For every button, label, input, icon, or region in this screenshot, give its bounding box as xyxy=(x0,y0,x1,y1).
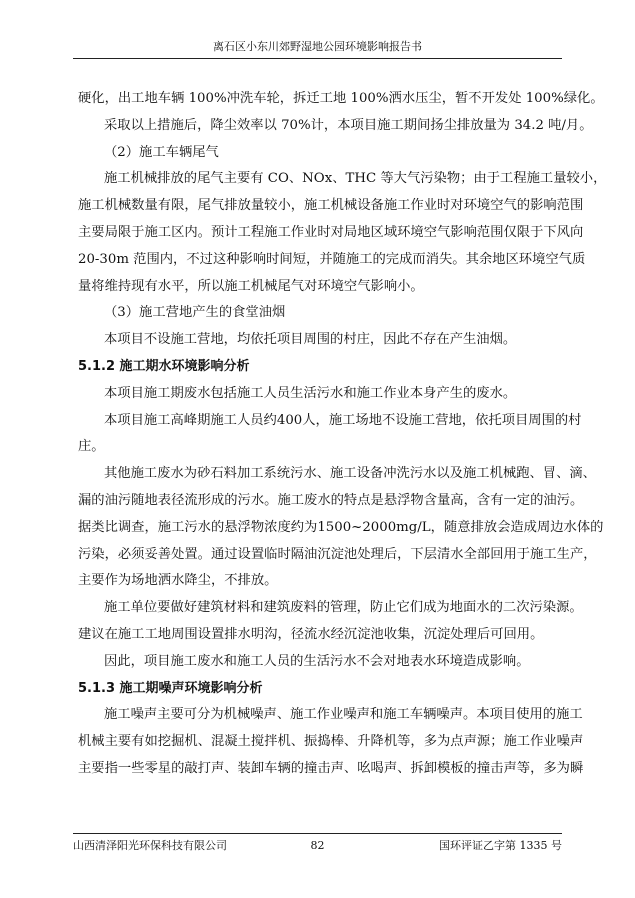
header-title: 离石区小东川郊野湿地公园环境影响报告书 xyxy=(213,40,422,53)
body-line: 漏的油污随地表径流形成的污水。施工废水的特点是悬浮物含量高，含有一定的油污。 xyxy=(78,492,584,508)
body-line: 庄。 xyxy=(78,439,105,455)
body-line: 机械主要有如挖掘机、混凝土搅拌机、振捣棒、升降机等，多为点声源；施工作业噪声 xyxy=(78,734,584,750)
body-line: 施工机械排放的尾气主要有 CO、NOx、THC 等大气污染物；由于工程施工量较小， xyxy=(104,171,607,187)
body-line: 本项目不设施工营地，均依托项目周围的村庄，因此不存在产生油烟。 xyxy=(104,332,517,348)
body-line: 污染，必须妥善处置。通过设置临时隔油沉淀池处理后，下层清水全部回用于施工生产， xyxy=(78,546,597,562)
body-line: 主要局限于施工区内。预计工程施工作业时对局地区域环境空气影响范围仅限于下风向 xyxy=(78,224,584,240)
body-line: 主要作为场地洒水降尘，不排放。 xyxy=(78,573,278,589)
body-line: 20-30m 范围内，不过这种影响时间短，并随施工的完成而消失。其余地区环境空气质 xyxy=(78,251,586,267)
subsection-title: （2）施工车辆尾气 xyxy=(104,144,219,160)
document-body xyxy=(78,86,607,783)
footer-divider xyxy=(73,833,562,834)
page-header xyxy=(73,40,562,54)
body-line: 施工噪声主要可分为机械噪声、施工作业噪声和施工车辆噪声。本项目使用的施工 xyxy=(104,707,583,723)
header-divider xyxy=(73,58,562,59)
section-heading: 5.1.2 施工期水环境影响分析 xyxy=(78,358,250,374)
body-line: 主要指一些零星的敲打声、装卸车辆的撞击声、吆喝声、拆卸模板的撞击声等，多为瞬 xyxy=(78,760,584,776)
body-line: 施工单位要做好建筑材料和建筑废料的管理，防止它们成为地面水的二次污染源。 xyxy=(104,600,583,616)
body-line: 据类比调查，施工污水的悬浮物浓度约为1500~2000mg/L，随意排放会造成周边水体的 xyxy=(78,519,604,535)
subsection-title: （3）施工营地产生的食堂油烟 xyxy=(104,305,286,321)
body-line: 量将维持现有水平，所以施工机械尾气对环境空气影响小。 xyxy=(78,278,424,294)
body-line: 硬化，出工地车辆 100%冲洗车轮，拆迁工地 100%洒水压尘，暂不开发处 100%绿化。 xyxy=(78,91,604,106)
section-heading: 5.1.3 施工期噪声环境影响分析 xyxy=(78,680,263,696)
body-line: 因此，项目施工废水和施工人员的生活污水不会对地表水环境造成影响。 xyxy=(104,653,530,669)
page-footer xyxy=(73,838,562,854)
footer-certificate: 国环评证乙字第 1335 号 xyxy=(439,839,562,852)
page-number: 82 xyxy=(310,839,325,852)
body-line: 施工机械数量有限，尾气排放量较小，施工机械设备施工作业时对环境空气的影响范围 xyxy=(78,198,584,214)
footer-company: 山西清泽阳光环保科技有限公司 xyxy=(73,839,227,852)
body-line: 建议在施工工地周围设置排水明沟，径流水经沉淀池收集，沉淀处理后可回用。 xyxy=(78,626,544,642)
body-line: 本项目施工期废水包括施工人员生活污水和施工作业本身产生的废水。 xyxy=(104,385,517,401)
body-line: 本项目施工高峰期施工人员约400人，施工场地不设施工营地，依托项目周围的村 xyxy=(104,412,582,428)
body-line: 采取以上措施后，降尘效率以 70%计，本项目施工期间扬尘排放量为 34.2 吨/月。 xyxy=(104,117,593,133)
body-line: 其他施工废水为砂石料加工系统污水、施工设备冲洗污水以及施工机械跑、冒、滴、 xyxy=(104,466,596,482)
